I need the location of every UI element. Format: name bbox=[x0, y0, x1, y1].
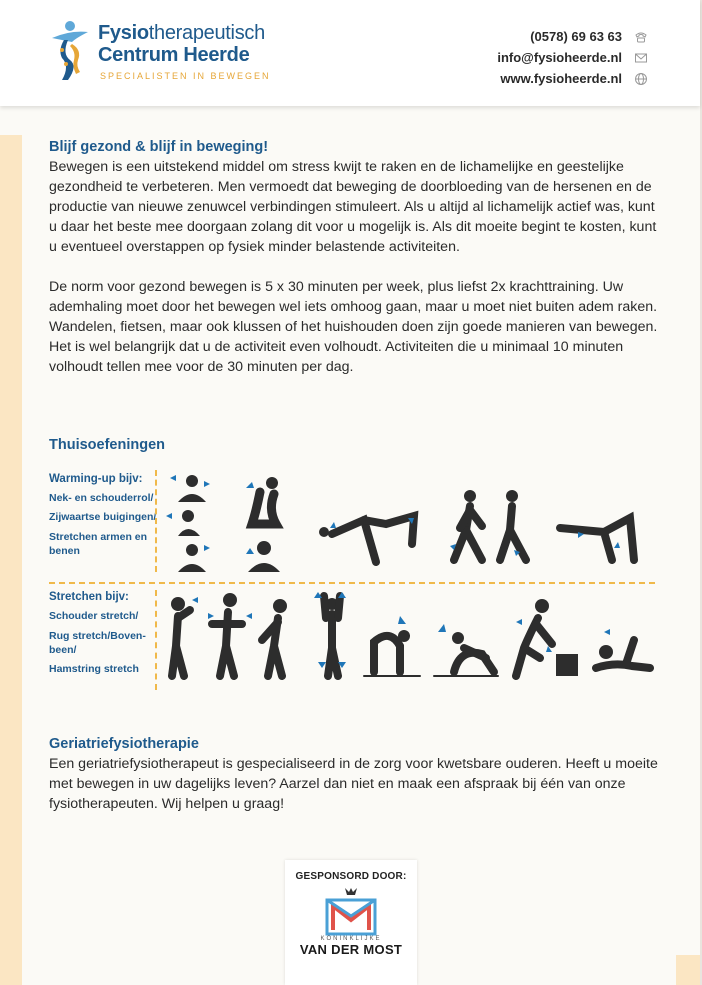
website-link[interactable]: www.fysioheerde.nl bbox=[500, 71, 622, 86]
warmup-item: Nek- en schouderrol/ bbox=[49, 492, 154, 504]
brand-name bbox=[98, 22, 265, 66]
paragraph-3: Het is wel belangrijk dat u de activiteit even volhoudt. Activiteiten die u minimaal 10 minuten volhoudt tellen mee voor de 30 minuten per dag. bbox=[49, 339, 624, 375]
arm-leg-stretch-figure bbox=[319, 516, 414, 562]
section-home-exercises bbox=[49, 435, 659, 455]
section-healthy bbox=[49, 137, 659, 377]
sponsor-box bbox=[285, 860, 417, 985]
warmup-heading: Warming-up bijv: bbox=[49, 473, 143, 485]
back-stretch-figure bbox=[364, 630, 420, 676]
globe-icon bbox=[634, 72, 648, 86]
section-title-exercises: Thuisoefeningen bbox=[49, 437, 165, 453]
shoulder-stretch-figure bbox=[171, 593, 287, 676]
section-title-healthy: Blijf gezond & blijf in beweging! bbox=[49, 139, 269, 155]
sponsor-logo-icon bbox=[321, 886, 381, 936]
hamstring-stretch-figure bbox=[516, 599, 578, 676]
sponsor-label: GESPONSORD DOOR: bbox=[295, 871, 407, 882]
brand-tagline: SPECIALISTEN IN BEWEGEN bbox=[100, 71, 271, 81]
phone-icon bbox=[634, 30, 648, 44]
warmup-labels bbox=[49, 470, 156, 558]
paragraph-1: Bewegen is een uitstekend middel om stress kwijt te raken en de lichamelijke en geestelijke gezondheid te verbeteren. Men vermoedt dat beweging de doorbloeding van de hersenen en de productie van nieuwe zenuwcel verbindingen stimuleert. Als u altijd al lichamelijk actief was, kunt u daar het beste mee doorgaan zolang dit voor u mogelijk is. Als dit moeite begint te kosten, kunt u eventueel overstappen op fysiek minder belastende activiteiten. bbox=[49, 159, 657, 255]
paragraph-geriatric: Een geriatriefysiotherapeut is gespecialiseerd in de zorg voor kwetsbare ouderen. Heeft u moeite met bewegen in uw dagelijks leven? Aarzel dan niet en maak een afspraak bij één van onze fysiotherapeuten. Wij helpen u graag! bbox=[49, 756, 658, 812]
decorative-strip-right bbox=[676, 955, 700, 985]
stretch-item: Rug stretch/Boven- bbox=[49, 630, 146, 642]
stretch-item: Hamstring stretch bbox=[49, 663, 139, 675]
warmup-item: benen bbox=[49, 545, 80, 557]
warmup-item: Zijwaartse buigingen/ bbox=[49, 511, 157, 523]
contact-block bbox=[497, 26, 648, 89]
section-title-geriatric: Geriatriefysiotherapie bbox=[49, 736, 199, 752]
divider-warmup bbox=[155, 470, 157, 572]
logo-figure-icon bbox=[48, 20, 92, 82]
stretch-exercise-illustrations bbox=[164, 588, 654, 688]
leg-stretch-figure bbox=[560, 518, 634, 560]
lying-stretch-figure bbox=[596, 640, 650, 668]
warmup-exercise-illustrations bbox=[164, 472, 654, 572]
sponsor-name: VAN DER MOST bbox=[299, 942, 403, 957]
section-geriatric bbox=[49, 734, 659, 814]
decorative-strip-left bbox=[0, 135, 22, 985]
paragraph-2: De norm voor gezond bewegen is 5 x 30 minuten per week, plus liefst 2x krachttraining. Uw ademhaling moet door het bewegen wel iets omhoog gaan, maar u moet niet buiten adem raken. Wandelen, fietsen, maar ook klussen of het huishouden doen zijn goede manieren van bewegen. bbox=[49, 279, 658, 335]
divider-sections bbox=[49, 582, 655, 584]
stretch-item: Schouder stretch/ bbox=[49, 610, 139, 622]
divider-stretch bbox=[155, 590, 157, 690]
phone-number[interactable]: (0578) 69 63 63 bbox=[530, 29, 622, 44]
warmup-item: Stretchen armen en bbox=[49, 531, 148, 543]
stretch-heading: Stretchen bijv: bbox=[49, 591, 129, 603]
neck-roll-figure bbox=[178, 475, 206, 572]
reach-up-figure bbox=[324, 596, 340, 676]
sponsor-small-text: KONINKLIJKE bbox=[320, 936, 382, 942]
side-bend-figure bbox=[248, 477, 280, 572]
motion-arrows bbox=[166, 475, 620, 556]
lunge-figure bbox=[454, 490, 526, 560]
seated-stretch-figure bbox=[434, 632, 498, 676]
header bbox=[0, 0, 700, 106]
brand-line-2: Centrum Heerde bbox=[98, 44, 250, 66]
mail-icon bbox=[634, 51, 648, 65]
stretch-labels bbox=[49, 588, 146, 679]
email-link[interactable]: info@fysioheerde.nl bbox=[497, 50, 622, 65]
brand-bold: Fysio bbox=[98, 22, 149, 44]
brand-light: therapeutisch bbox=[148, 22, 265, 44]
stretch-item: been/ bbox=[49, 644, 77, 656]
